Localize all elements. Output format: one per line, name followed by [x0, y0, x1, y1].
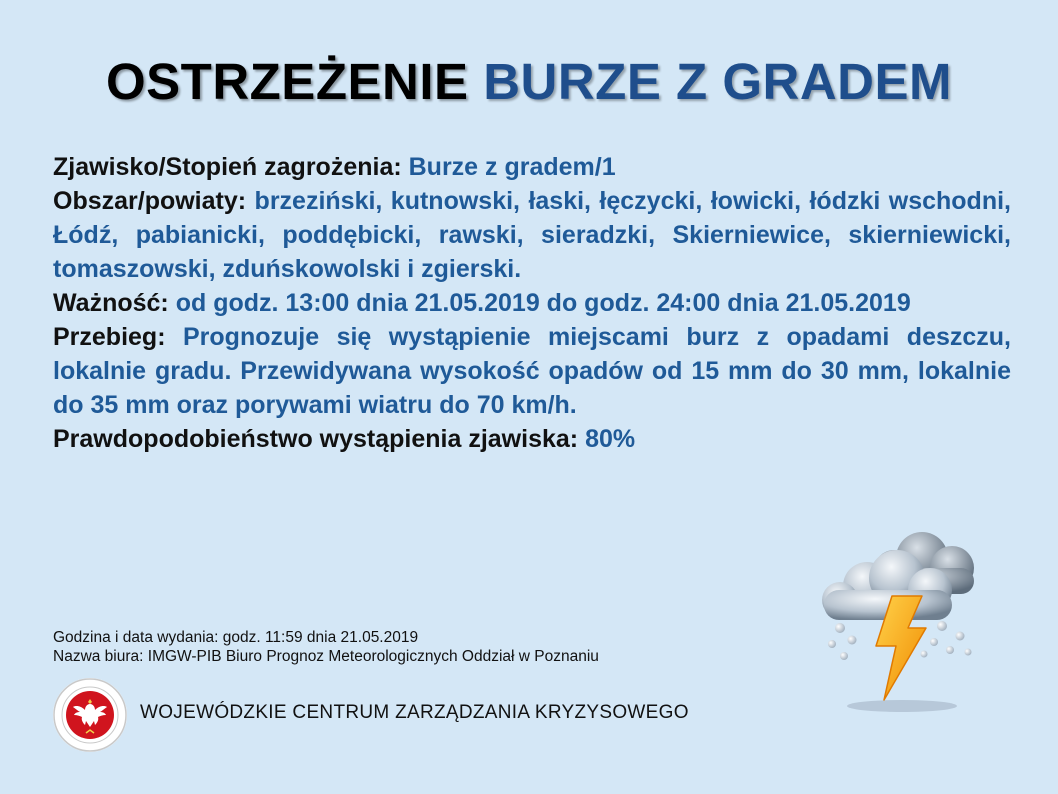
- area-value: brzeziński, kutnowski, łaski, łęczycki, łowicki, łódzki wschodni, Łódź, pabianicki, poddębicki, rawski, sieradzki, Skierniewice, skierniewicki, tomaszowski, zduńskowolski i zgierski.: [53, 187, 1011, 283]
- validity-label: Ważność:: [53, 289, 169, 317]
- validity-value: od godz. 13:00 dnia 21.05.2019 do godz. 24:00 dnia 21.05.2019: [175, 289, 911, 317]
- phenomenon-row: [53, 150, 1011, 184]
- organization-name: WOJEWÓDZKIE CENTRUM ZARZĄDZANIA KRYZYSOWEGO: [140, 702, 689, 723]
- issue-info: [53, 628, 599, 666]
- page-title: [0, 52, 1058, 112]
- course-row: [53, 320, 1011, 422]
- warning-details: [53, 150, 1011, 456]
- title-phenomenon: BURZE Z GRADEM: [483, 53, 953, 110]
- title-warning: OSTRZEŻENIE: [105, 53, 469, 110]
- emblem-seal-icon: [52, 677, 128, 753]
- course-value: Prognozuje się wystąpienie miejscami burz z opadami deszczu, lokalnie gradu. Przewidywana wysokość opadów od 15 mm do 30 mm, lokalnie do 35 mm oraz porywami wiatru do 70 km/h.: [53, 323, 1011, 419]
- probability-label: Prawdopodobieństwo wystąpienia zjawiska:: [53, 425, 579, 453]
- validity-row: [53, 286, 1011, 320]
- probability-value: 80%: [585, 425, 636, 453]
- thunderstorm-hail-icon: [812, 528, 992, 718]
- course-label: Przebieg:: [53, 323, 166, 351]
- phenomenon-label: Zjawisko/Stopień zagrożenia:: [53, 153, 402, 181]
- area-label: Obszar/powiaty:: [53, 187, 247, 215]
- issuing-office: Nazwa biura: IMGW-PIB Biuro Prognoz Meteorologicznych Oddział w Poznaniu: [53, 648, 599, 665]
- probability-row: [53, 422, 1011, 456]
- phenomenon-value: Burze z gradem/1: [408, 153, 616, 181]
- area-row: [53, 184, 1011, 286]
- issue-time: Godzina i data wydania: godz. 11:59 dnia 21.05.2019: [53, 629, 419, 646]
